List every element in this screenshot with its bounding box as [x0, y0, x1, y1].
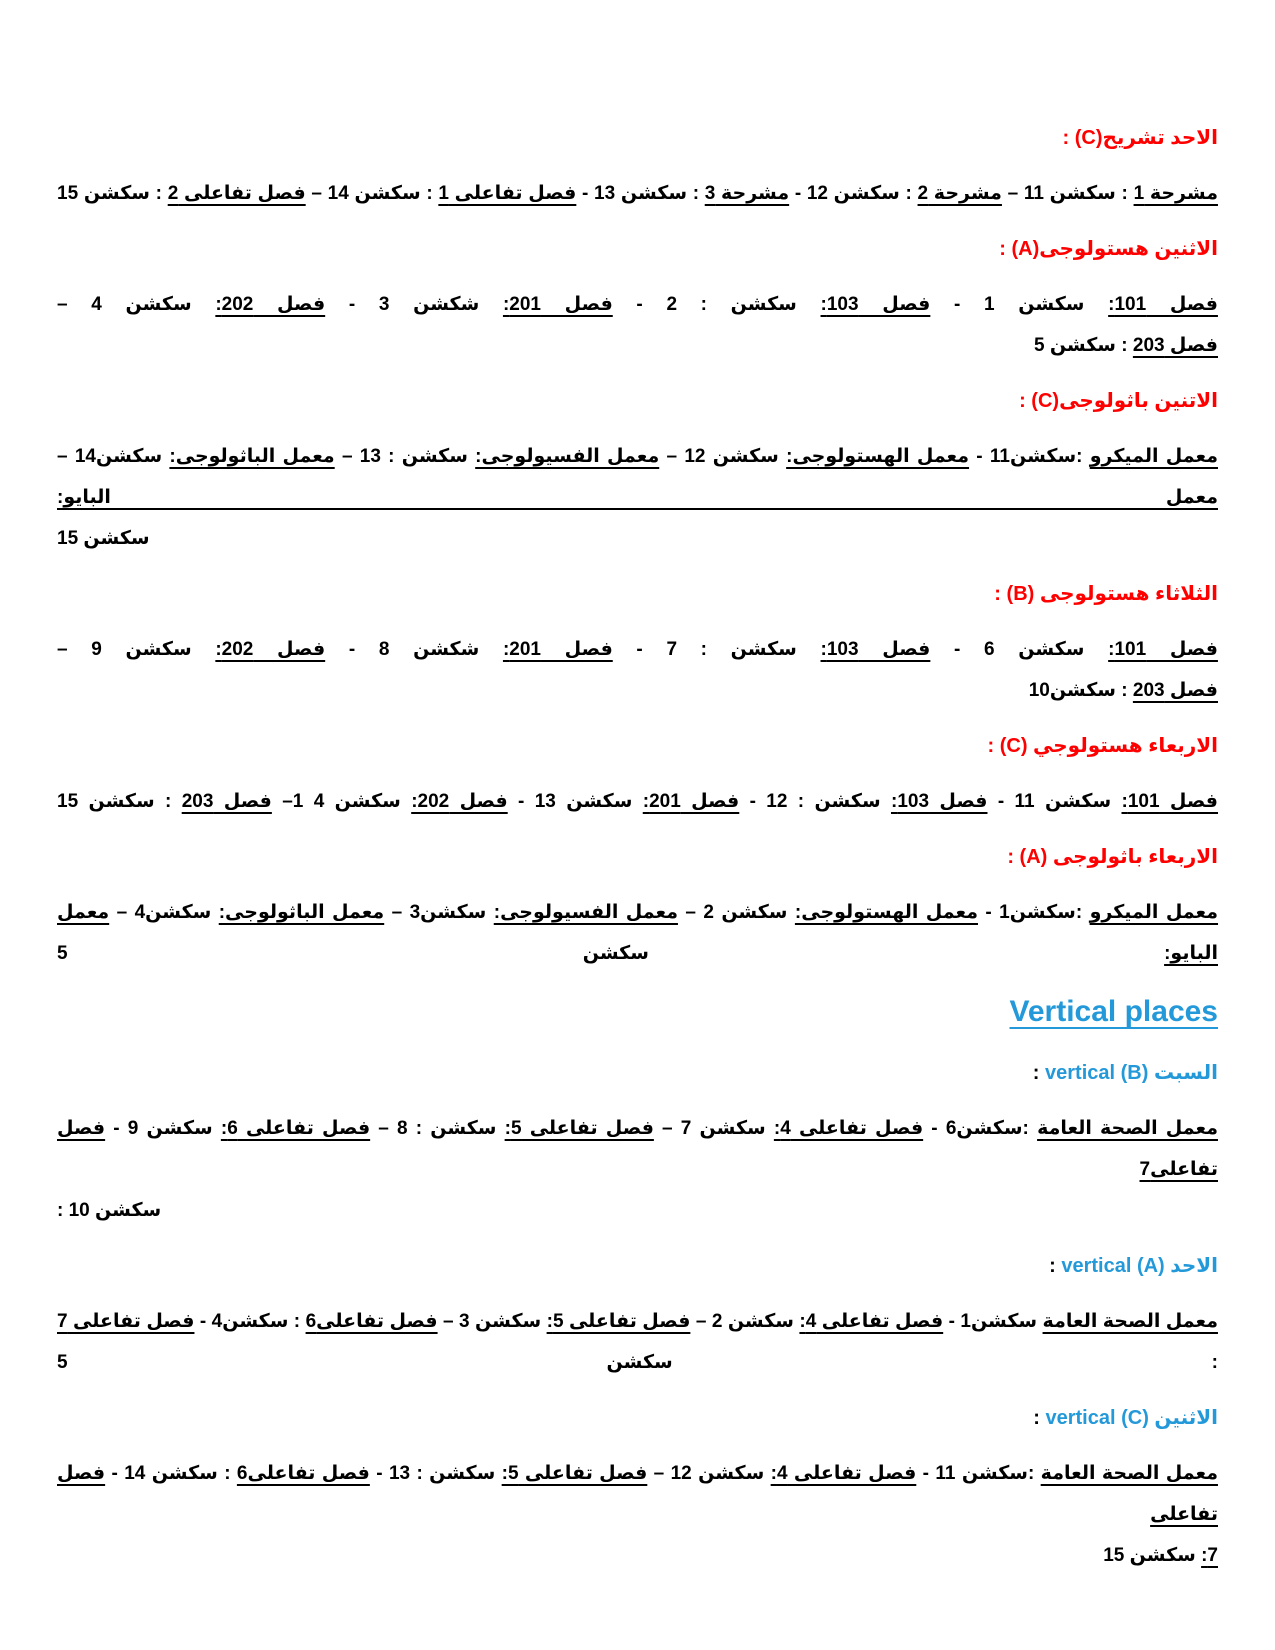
heading-text: الاربعاء باثولوجى (A)	[1019, 846, 1218, 868]
text-segment: فصل تفاعلى 5:	[546, 1311, 691, 1332]
text-segment: : سكشن 15	[57, 183, 168, 204]
text-segment: سكشن 13 -	[507, 791, 643, 812]
text-segment: فصل 201:	[502, 294, 613, 315]
heading-colon: :	[994, 583, 1007, 605]
schedule-line	[57, 1301, 1218, 1383]
text-segment: معمل الباثولوجى:	[218, 902, 385, 923]
schedule-paragraph-sunday-vertical	[57, 1301, 1218, 1383]
heading-monday-vertical	[57, 1398, 1218, 1438]
text-segment: : سكشن 12 -	[789, 183, 918, 204]
text-segment: فصل 203	[1132, 680, 1218, 701]
text-segment: فصل 202:	[411, 791, 508, 812]
text-segment: فصل تفاعلى 4:	[773, 1118, 924, 1139]
heading-sunday-anatomy	[57, 118, 1218, 158]
text-segment: سكشن 12 –	[647, 1463, 771, 1484]
schedule-paragraph-tuesday-histology	[57, 629, 1218, 711]
schedule-line	[57, 436, 1218, 518]
text-segment: سكشن1 -	[943, 1311, 1043, 1332]
text-segment: : سكشن 10	[57, 1200, 162, 1221]
heading-text: الثلاثاء هستولوجى (B)	[1006, 583, 1218, 605]
text-segment: سكشن : 13 -	[369, 1463, 502, 1484]
text-segment: فصل تفاعلى 1	[438, 183, 577, 204]
heading-monday-histology	[57, 229, 1218, 269]
text-segment: سكشن 3 –	[437, 1311, 547, 1332]
text-segment: فصل تفاعلى 4:	[799, 1311, 944, 1332]
heading-text: الاثنين vertical (C)	[1045, 1407, 1218, 1429]
text-segment: سكشن : 13 –	[334, 446, 476, 467]
text-segment: سكشن 5	[57, 943, 1165, 964]
text-segment: : سكشن 11 –	[1001, 183, 1134, 204]
schedule-line	[57, 325, 1218, 366]
text-segment: شكشن 8 -	[325, 639, 503, 660]
text-segment: :سكشن11 -	[969, 446, 1090, 467]
text-segment: سكشن 7 –	[653, 1118, 774, 1139]
text-segment: معمل الميكرو	[1089, 446, 1218, 467]
text-segment: سكشن 15	[57, 528, 150, 549]
text-segment: سكشن 2 –	[690, 1311, 800, 1332]
text-segment: سكشن4 –	[109, 902, 219, 923]
text-segment: فصل 103:	[820, 639, 931, 660]
schedule-line	[57, 781, 1218, 822]
text-segment: معمل الهستولوجى:	[786, 446, 970, 467]
text-segment: شكشن 3 -	[325, 294, 503, 315]
text-segment: فصل 201:	[642, 791, 740, 812]
heading-colon: :	[1062, 127, 1075, 149]
schedule-line	[57, 1190, 1218, 1231]
text-segment: سكشن 6 -	[930, 639, 1109, 660]
text-segment: فصل تفاعلى 5:	[504, 1118, 654, 1139]
schedule-paragraph-saturday-vertical	[57, 1108, 1218, 1231]
schedule-paragraph-monday-vertical	[57, 1453, 1218, 1576]
schedule-paragraph-monday-pathology	[57, 436, 1218, 559]
text-segment: فصل 101:	[1121, 791, 1219, 812]
text-segment: سكشن 2 –	[677, 902, 795, 923]
text-segment: :سكشن6 -	[923, 1118, 1038, 1139]
text-segment: سكشن 1 -	[930, 294, 1109, 315]
heading-text: السبت vertical (B)	[1045, 1062, 1218, 1084]
text-segment: 7:	[1201, 1545, 1218, 1566]
text-segment: سكشن3 –	[384, 902, 494, 923]
text-segment: فصل 103:	[820, 294, 931, 315]
heading-colon: :	[1033, 1407, 1046, 1429]
text-segment: فصل تفاعلى6	[305, 1311, 438, 1332]
schedule-line	[57, 1453, 1218, 1535]
text-segment: سكشن : 12 -	[739, 791, 891, 812]
heading-wednesday-pathology	[57, 837, 1218, 877]
text-segment: فصل تفاعلى 2	[167, 183, 306, 204]
text-segment: مشرحة 3	[704, 183, 790, 204]
heading-text: الاحد vertical (A)	[1061, 1255, 1218, 1277]
schedule-paragraph-sunday-anatomy	[57, 173, 1218, 214]
text-segment: معمل الفسيولوجى:	[493, 902, 678, 923]
text-segment: سكشن 12 –	[659, 446, 787, 467]
text-segment: سكشن 15	[1103, 1545, 1202, 1566]
heading-text: الاحد تشريح(C)	[1074, 127, 1218, 149]
text-segment: معمل البايو:	[57, 902, 1218, 964]
text-segment: : سكشن 5	[57, 1352, 1218, 1373]
schedule-line	[57, 1535, 1218, 1576]
vertical-places-title: Vertical places	[1009, 995, 1218, 1028]
schedule-line	[57, 284, 1218, 325]
heading-wednesday-histology	[57, 726, 1218, 766]
heading-colon: :	[1049, 1255, 1062, 1277]
schedule-line	[57, 518, 1218, 559]
text-segment: سكشن 4 1–	[271, 791, 412, 812]
text-segment: سكشن 11 -	[987, 791, 1122, 812]
heading-colon: :	[1019, 390, 1032, 412]
schedule-line	[57, 892, 1218, 974]
text-segment: سكشن 9 –	[57, 639, 216, 660]
text-segment: فصل تفاعلى6	[236, 1463, 370, 1484]
text-segment: : سكشن4 -	[194, 1311, 306, 1332]
text-segment: : سكشن 14 –	[305, 183, 439, 204]
schedule-paragraph-wednesday-histology	[57, 781, 1218, 822]
heading-text: الاتنين باثولوجى(C)	[1031, 390, 1218, 412]
heading-colon: :	[1007, 846, 1020, 868]
text-segment: فصل تفاعلى 6:	[220, 1118, 371, 1139]
text-segment: معمل البايو:	[57, 487, 1218, 508]
schedule-line	[57, 1108, 1218, 1190]
text-segment: سكشن : 8 –	[370, 1118, 505, 1139]
schedule-line	[57, 629, 1218, 670]
text-segment: فصل 201:	[502, 639, 613, 660]
text-segment: سكشن 9 -	[105, 1118, 221, 1139]
text-segment: فصل تفاعلى 5:	[501, 1463, 648, 1484]
text-segment: مشرحة 1	[1133, 183, 1218, 204]
text-segment: معمل الصحة العامة	[1040, 1463, 1218, 1484]
schedule-paragraph-wednesday-pathology	[57, 892, 1218, 974]
text-segment: فصل 101:	[1108, 639, 1218, 660]
text-segment: معمل الصحة العامة	[1037, 1118, 1218, 1139]
schedule-line	[57, 670, 1218, 711]
text-segment: معمل الميكرو	[1089, 902, 1219, 923]
heading-colon: :	[999, 238, 1012, 260]
schedule-paragraph-monday-histology	[57, 284, 1218, 366]
heading-tuesday-histology	[57, 574, 1218, 614]
text-segment: فصل تفاعلى 4:	[770, 1463, 917, 1484]
text-segment: :سكشن1 -	[977, 902, 1090, 923]
text-segment: : سكشن 15	[57, 791, 182, 812]
text-segment: فصل 203	[1132, 335, 1218, 356]
text-segment: سكشن 4 –	[57, 294, 216, 315]
text-segment: : سكشن 13 -	[576, 183, 705, 204]
text-segment: سكشن : 7 -	[612, 639, 821, 660]
heading-sunday-vertical	[57, 1246, 1218, 1286]
heading-colon: :	[1032, 1062, 1046, 1084]
text-segment: معمل الباثولوجى:	[169, 446, 335, 467]
heading-monday-pathology	[57, 381, 1218, 421]
text-segment: فصل 202:	[215, 639, 326, 660]
text-segment: :سكشن 11 -	[916, 1463, 1041, 1484]
text-segment: فصل 101:	[1108, 294, 1218, 315]
text-segment: فصل 103:	[890, 791, 988, 812]
schedule-line	[57, 173, 1218, 214]
text-segment: سكشن : 2 -	[612, 294, 821, 315]
text-segment: مشرحة 2	[917, 183, 1002, 204]
text-segment: معمل الفسيولوجى:	[475, 446, 660, 467]
text-segment: سكشن14 –	[57, 446, 170, 467]
text-segment: : سكشن 14 -	[105, 1463, 237, 1484]
heading-text: الاثنين هستولوجى(A)	[1011, 238, 1218, 260]
text-segment: فصل 203	[181, 791, 272, 812]
text-segment: : سكشن 5	[1033, 335, 1133, 356]
text-segment: معمل الصحة العامة	[1042, 1311, 1218, 1332]
heading-text: الاربعاء هستولوجي (C)	[999, 735, 1218, 757]
heading-colon: :	[987, 735, 1000, 757]
text-segment: فصل 202:	[215, 294, 326, 315]
text-segment: فصل تفاعلى	[57, 1463, 1218, 1525]
heading-saturday-vertical	[57, 1053, 1218, 1093]
text-segment: معمل الهستولوجى:	[794, 902, 978, 923]
text-segment: : سكشن10	[1028, 680, 1133, 701]
text-segment: فصل تفاعلى7	[57, 1118, 1218, 1180]
text-segment: فصل تفاعلى 7	[57, 1311, 195, 1332]
